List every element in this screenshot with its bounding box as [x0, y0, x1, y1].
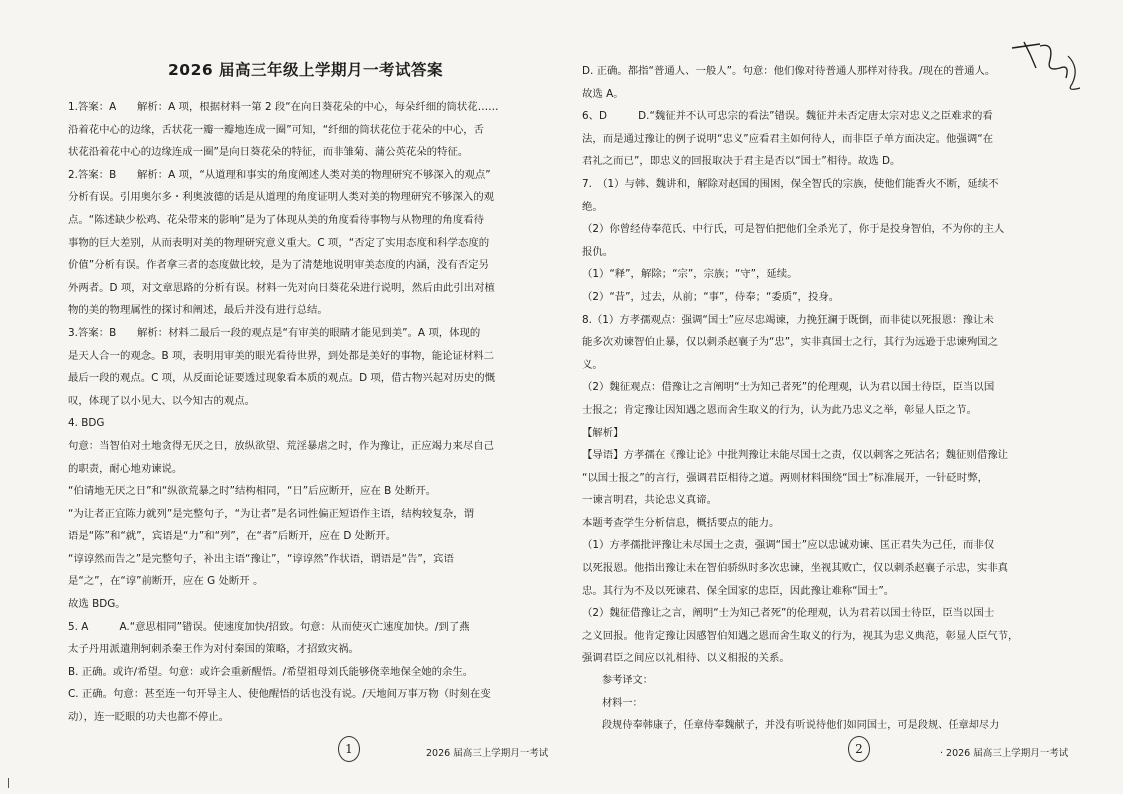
footer-label-left: 2026 届高三上学期月一考试	[426, 748, 549, 759]
left-column	[68, 0, 558, 794]
answer-line: “以国士报之”的言行，强调君臣相待之道。两则材料围绕“国士”标准展开，一针砭时弊，	[582, 471, 988, 484]
answer-line: 4. BDG	[68, 417, 105, 430]
answer-line: 法，而是通过豫让的例子说明“忠义”应看君主如何待人，而非臣子单方面决定。他强调“在	[582, 132, 993, 145]
answer-line: 状花沿着花中心的边缘连成一圈”是向日葵花朵的特征，而非雏菊、蒲公英花朵的特征。	[68, 146, 469, 159]
answer-line: （2）魏征观点：借豫让之言阐明“士为知己者死”的伦理观，认为君以国士待臣，臣当以国	[582, 381, 995, 394]
right-answer-text	[582, 60, 1072, 738]
answer-line: 是“之”，在“谆”前断开，应在 G 处断开 。	[68, 575, 264, 588]
answer-line: 事物的巨大差别，从而表明对美的物理研究意义重大。C 项，“否定了实用态度和科学态度的	[68, 236, 490, 249]
answer-line: 点。“陈述缺少松鸡、花朵带来的影响”是为了体现从美的角度看待事物与从物理的角度看待	[68, 213, 484, 226]
answer-line: （1）方孝孺批评豫让未尽国士之责，强调“国士”应以忠诚劝谏、匡正君失为己任，而非仅	[582, 539, 995, 552]
answer-line: 5. A A.“意思相同”错误。使速度加快/招致。句意：从而使灭亡速度加快。/到了燕	[68, 620, 470, 633]
answer-line: 的职责，耐心地劝谏说。	[68, 462, 183, 475]
answer-line: 动），连一眨眼的功夫也都不停止。	[68, 711, 230, 724]
answer-line: “谆谆然而告之”是完整句子，补出主语“豫让”，“谆谆然”作状语，谓语是“告”，宾语	[68, 552, 454, 565]
answer-line: （2）你曾经侍奉范氏、中行氏，可是智伯把他们全杀光了，你于是投身智伯，不为你的主人	[582, 223, 1005, 236]
answer-line: 强调君臣之间应以礼相待、以义相报的关系。	[582, 652, 790, 665]
answer-line: “为让者正宜陈力就列”是完整句子，“为让者”是名词性偏正短语作主语，结构较复杂，谓	[68, 507, 474, 520]
answer-line: 最后一段的观点。C 项，从反面论证要透过现象看本质的观点。D 项，借古物兴起对历史的慨	[68, 372, 496, 385]
answer-line: 【导语】方孝孺在《豫让论》中批判豫让未能尽国士之责，仅以刺客之死沽名；魏征则借豫让	[582, 449, 1009, 462]
answer-line: 义。	[582, 358, 603, 371]
answer-line: 参考译文：	[602, 675, 653, 687]
answer-line: 忠。其行为不及以死谏君、保全国家的忠臣，因此豫让难称“国士”。	[582, 584, 895, 597]
answer-line: （2）魏征借豫让之言，阐明“士为知己者死”的伦理观，认为君若以国士待臣，臣当以国士	[582, 607, 995, 620]
answer-line: 7. （1）与韩、魏讲和，解除对赵国的围困，保全智氏的宗族，使他们能香火不断，延续不	[582, 177, 999, 190]
answer-line: 是天人合一的观念。B 项，表明用审美的眼光看待世界，到处都是美好的事物，能论证材料二	[68, 349, 495, 362]
handwritten-signature-icon	[1010, 38, 1090, 98]
answer-line: 太子丹用派遣荆轲刺杀秦王作为对付秦国的策略，才招致灾祸。	[68, 643, 359, 656]
right-column	[582, 0, 1072, 794]
answer-line: 句意：当智伯对土地贪得无厌之日，放纵欲望、荒淫暴虐之时，作为豫让，正应竭力来尽自己	[68, 439, 495, 452]
answer-line: 外两者。D 项，对文章思路的分析有误。材料一先对向日葵花朵进行说明，然后由此引出对植	[68, 281, 495, 294]
answer-line: 故选 BDG。	[68, 598, 126, 611]
answer-line: 3.答案：B 解析：材料二最后一段的观点是“有审美的眼睛才能见到美”。A 项，体现的	[68, 326, 481, 339]
answer-line: 语是“陈”和“就”，宾语是“力”和“列”，在“者”后断开，应在 D 处断开。	[68, 530, 397, 543]
footer-label-right: · 2026 届高三上学期月一考试	[940, 748, 1069, 759]
answer-line: 分析有误。引用奥尔多・利奥波德的话是从道理的角度证明人类对美的物理研究不够深入的观	[68, 191, 495, 204]
answer-line: 能多次劝谏智伯止暴，仅以刺杀赵襄子为“忠”，实非真国士之行，其行为远逊于忠谏殉国之	[582, 336, 998, 349]
answer-line: 一谏言明君，共论忠义真谛。	[582, 494, 718, 507]
answer-line: 1.答案：A 解析：A 项，根据材料一第 2 段“在向日葵花朵的中心，每朵纤细的筒状花……	[68, 101, 499, 113]
answer-line: 【解析】	[582, 426, 624, 439]
answer-line: 8.（1）方孝孺观点：强调“国士”应尽忠竭谏，力挽狂澜于既倒，而非徒以死报恩：豫让未	[582, 313, 994, 326]
answer-line: 君礼之而已”，即忠义的回报取决于君主是否以“国士”相待。故选 D。	[582, 155, 901, 168]
answer-line: B. 正确。或许/希望。句意：或许会重新醒悟。/希望祖母刘氏能够侥幸地保全她的余生。	[68, 665, 474, 678]
answer-line: 之义回报。他肯定豫让因感智伯知遇之恩而舍生取义的行为，视其为忠义典范，彰显人臣气节，	[582, 629, 1019, 642]
answer-line: 士报之；肯定豫让因知遇之恩而舍生取义的行为，认为此乃忠义之举，彰显人臣之节。	[582, 403, 977, 416]
answer-line: 绝。	[582, 200, 603, 213]
page-number-circle-right: 2	[848, 736, 870, 762]
answer-line: 叹，体现了以小见大、以今知古的观点。	[68, 394, 256, 407]
answer-line: 2.答案：B 解析：A 项，“从道理和事实的角度阐述人类对美的物理研究不够深入的观点”	[68, 168, 491, 181]
page-number-circle-left: 1	[338, 736, 360, 762]
answer-line: 材料一：	[602, 697, 643, 709]
answer-line: 物的美的物理属性的探讨和阐述，最后并没有进行总结。	[68, 304, 328, 317]
answer-line: 本题考查学生分析信息，概括要点的能力。	[582, 516, 780, 529]
answer-line: 6、D D.“魏征并不认可忠宗的看法”错误。魏征并未否定唐太宗对忠义之臣难求的看	[582, 110, 993, 123]
answer-line: 价值”分析有误。作者拿三者的态度做比较，是为了清楚地说明审美态度的内涵，没有否定另	[68, 259, 490, 272]
answer-line: “伯请地无厌之日”和“纵欲荒暴之时”结构相同，“日”后应断开，应在 B 处断开。	[68, 485, 437, 498]
answer-line: 报仇。	[582, 245, 614, 258]
page-title: 2026 届高三年级上学期月一考试答案	[168, 61, 444, 79]
answer-line: C. 正确。句意：甚至连一句开导主人、使他醒悟的话也没有说。/天地间万事万物（时刻在变	[68, 688, 491, 701]
answer-line: （2）“昔”，过去，从前；“事”，侍奉；“委质”，投身。	[582, 290, 840, 303]
answer-line: 故选 A。	[582, 87, 624, 100]
margin-mark	[8, 778, 9, 788]
answer-line: 以死报恩。他指出豫让未在智伯骄纵时多次忠谏，坐视其败亡，仅以刺杀赵襄子示忠，实非真	[582, 562, 1009, 575]
answer-line: 沿着花中心的边缘，舌状花一瓣一瓣地连成一圈”可知，“纤细的筒状花位于花朵的中心，舌	[68, 123, 484, 136]
left-answer-text	[68, 96, 558, 729]
answer-line: 段规侍奉韩康子，任章侍奉魏献子，并没有听说待他们如同国士，可是段规、任章却尽力	[602, 720, 1000, 732]
answer-line: （1）“释”，解除；“宗”，宗族；“守”，延续。	[582, 268, 798, 281]
answer-line: D. 正确。都指“普通人、一般人”。句意：他们像对待普通人那样对待我。/现在的普通人。	[582, 65, 996, 77]
